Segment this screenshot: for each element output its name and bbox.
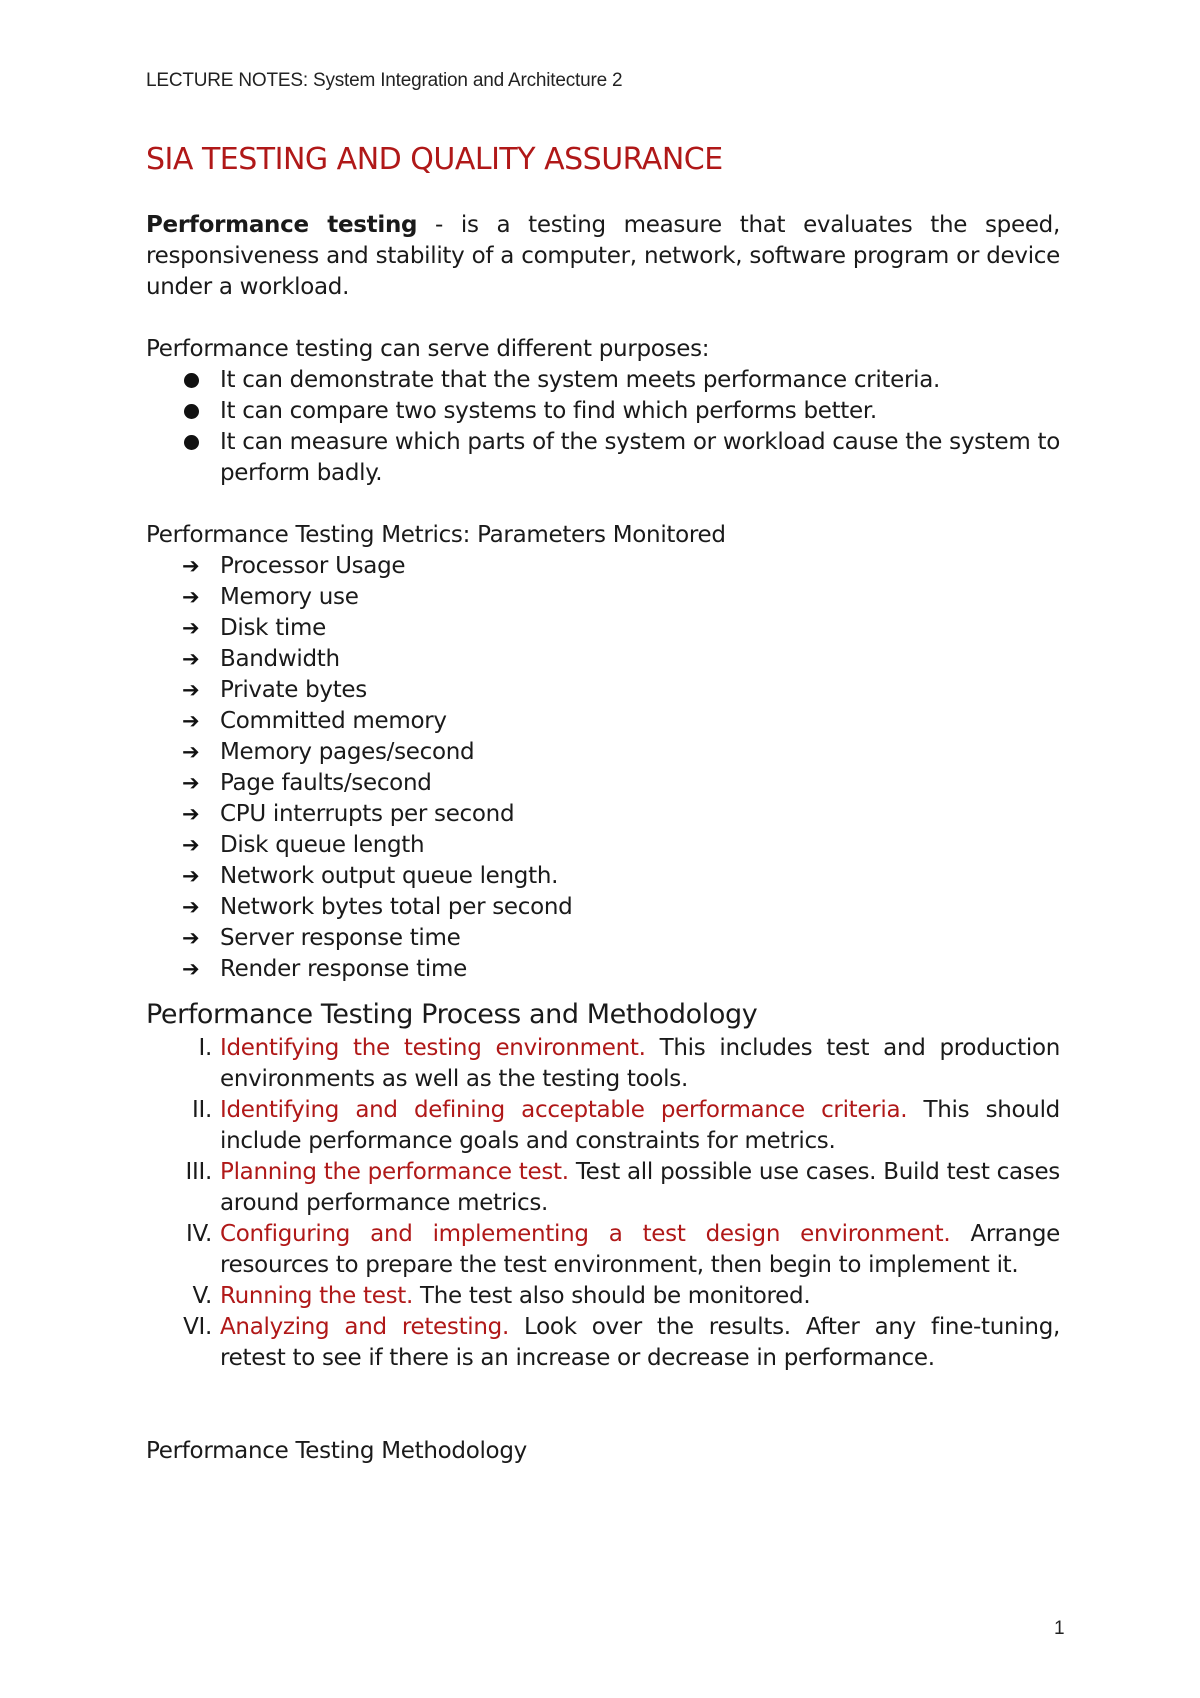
step-numeral: VI. [183,1314,212,1340]
step-text: The test also should be monitored. [413,1283,811,1309]
arrow-right-icon: ➔ [182,802,200,826]
list-item: ➔ Render response time [146,954,1060,985]
step-title: Configuring and implementing a test design environment. [220,1221,951,1247]
step-title: Identifying and defining acceptable performance criteria. [220,1097,908,1123]
process-steps [146,1033,1060,1374]
arrow-right-icon: ➔ [182,926,200,950]
list-item: ➔ Disk queue length [146,830,1060,861]
arrow-right-icon: ➔ [182,585,200,609]
process-step [146,1219,1060,1281]
list-item: ➔ Server response time [146,923,1060,954]
process-step [146,1157,1060,1219]
list-item: ➔ Private bytes [146,675,1060,706]
step-title: Running the test. [220,1283,413,1309]
arrow-right-icon: ➔ [182,895,200,919]
bullet-icon [184,373,199,388]
step-text: Test all possible use cases. Build test cases around performance metrics. [220,1159,1060,1216]
step-title: Analyzing and retesting. [220,1314,509,1340]
purposes-intro: Performance testing can serve different purposes: [146,336,710,362]
step-text: Look over the results. After any fine-tuning, retest to see if there is an increase or decrease in performance. [220,1314,1061,1371]
step-numeral: I. [198,1035,212,1061]
metrics-list [146,551,1060,985]
document-body [146,210,1060,1467]
methodology-label: Performance Testing Methodology [146,1438,527,1464]
list-item: ➔ Page faults/second [146,768,1060,799]
page-number: 1 [1054,1618,1065,1639]
process-step [146,1312,1060,1374]
process-step [146,1033,1060,1095]
list-item: ➔ Committed memory [146,706,1060,737]
bullet-icon [184,435,199,450]
step-numeral: III. [185,1159,212,1185]
list-item: ➔ Processor Usage [146,551,1060,582]
list-item: ➔ Disk time [146,613,1060,644]
arrow-right-icon: ➔ [182,647,200,671]
definition-text: - is a testing measure that evaluates the speed, responsiveness and stability of a computer, network, software program or device under a workload. [146,212,1060,300]
metrics-intro: Performance Testing Metrics: Parameters Monitored [146,522,726,548]
document-title: SIA TESTING AND QUALITY ASSURANCE [146,142,723,177]
step-title: Identifying the testing environment. [220,1035,646,1061]
arrow-right-icon: ➔ [182,833,200,857]
running-header: LECTURE NOTES: System Integration and Architecture 2 [146,70,623,91]
step-numeral: II. [192,1097,212,1123]
step-numeral: IV. [186,1221,212,1247]
step-text: This should include performance goals and constraints for metrics. [220,1097,1060,1154]
arrow-right-icon: ➔ [182,957,200,981]
list-item: It can measure which parts of the system or workload cause the system to perform badly. [146,427,1060,489]
process-step [146,1095,1060,1157]
arrow-right-icon: ➔ [182,864,200,888]
step-numeral: V. [192,1283,212,1309]
list-item: It can compare two systems to find which performs better. [146,396,1060,427]
bullet-icon [184,404,199,419]
step-title: Planning the performance test. [220,1159,569,1185]
arrow-right-icon: ➔ [182,554,200,578]
list-item: ➔ Memory use [146,582,1060,613]
arrow-right-icon: ➔ [182,616,200,640]
arrow-right-icon: ➔ [182,709,200,733]
list-item: ➔ Bandwidth [146,644,1060,675]
process-heading: Performance Testing Process and Methodology [146,999,758,1030]
step-text: Arrange resources to prepare the test environment, then begin to implement it. [220,1221,1061,1278]
process-step [146,1281,1060,1312]
purposes-list [146,365,1060,489]
definition-paragraph [146,210,1060,303]
list-item: ➔ Network bytes total per second [146,892,1060,923]
list-item: It can demonstrate that the system meets performance criteria. [146,365,1060,396]
step-text: This includes test and production environments as well as the testing tools. [220,1035,1060,1092]
list-item: ➔ CPU interrupts per second [146,799,1060,830]
list-item: ➔ Memory pages/second [146,737,1060,768]
arrow-right-icon: ➔ [182,740,200,764]
list-item: ➔ Network output queue length. [146,861,1060,892]
definition-term: Performance testing [146,212,418,238]
arrow-right-icon: ➔ [182,678,200,702]
arrow-right-icon: ➔ [182,771,200,795]
